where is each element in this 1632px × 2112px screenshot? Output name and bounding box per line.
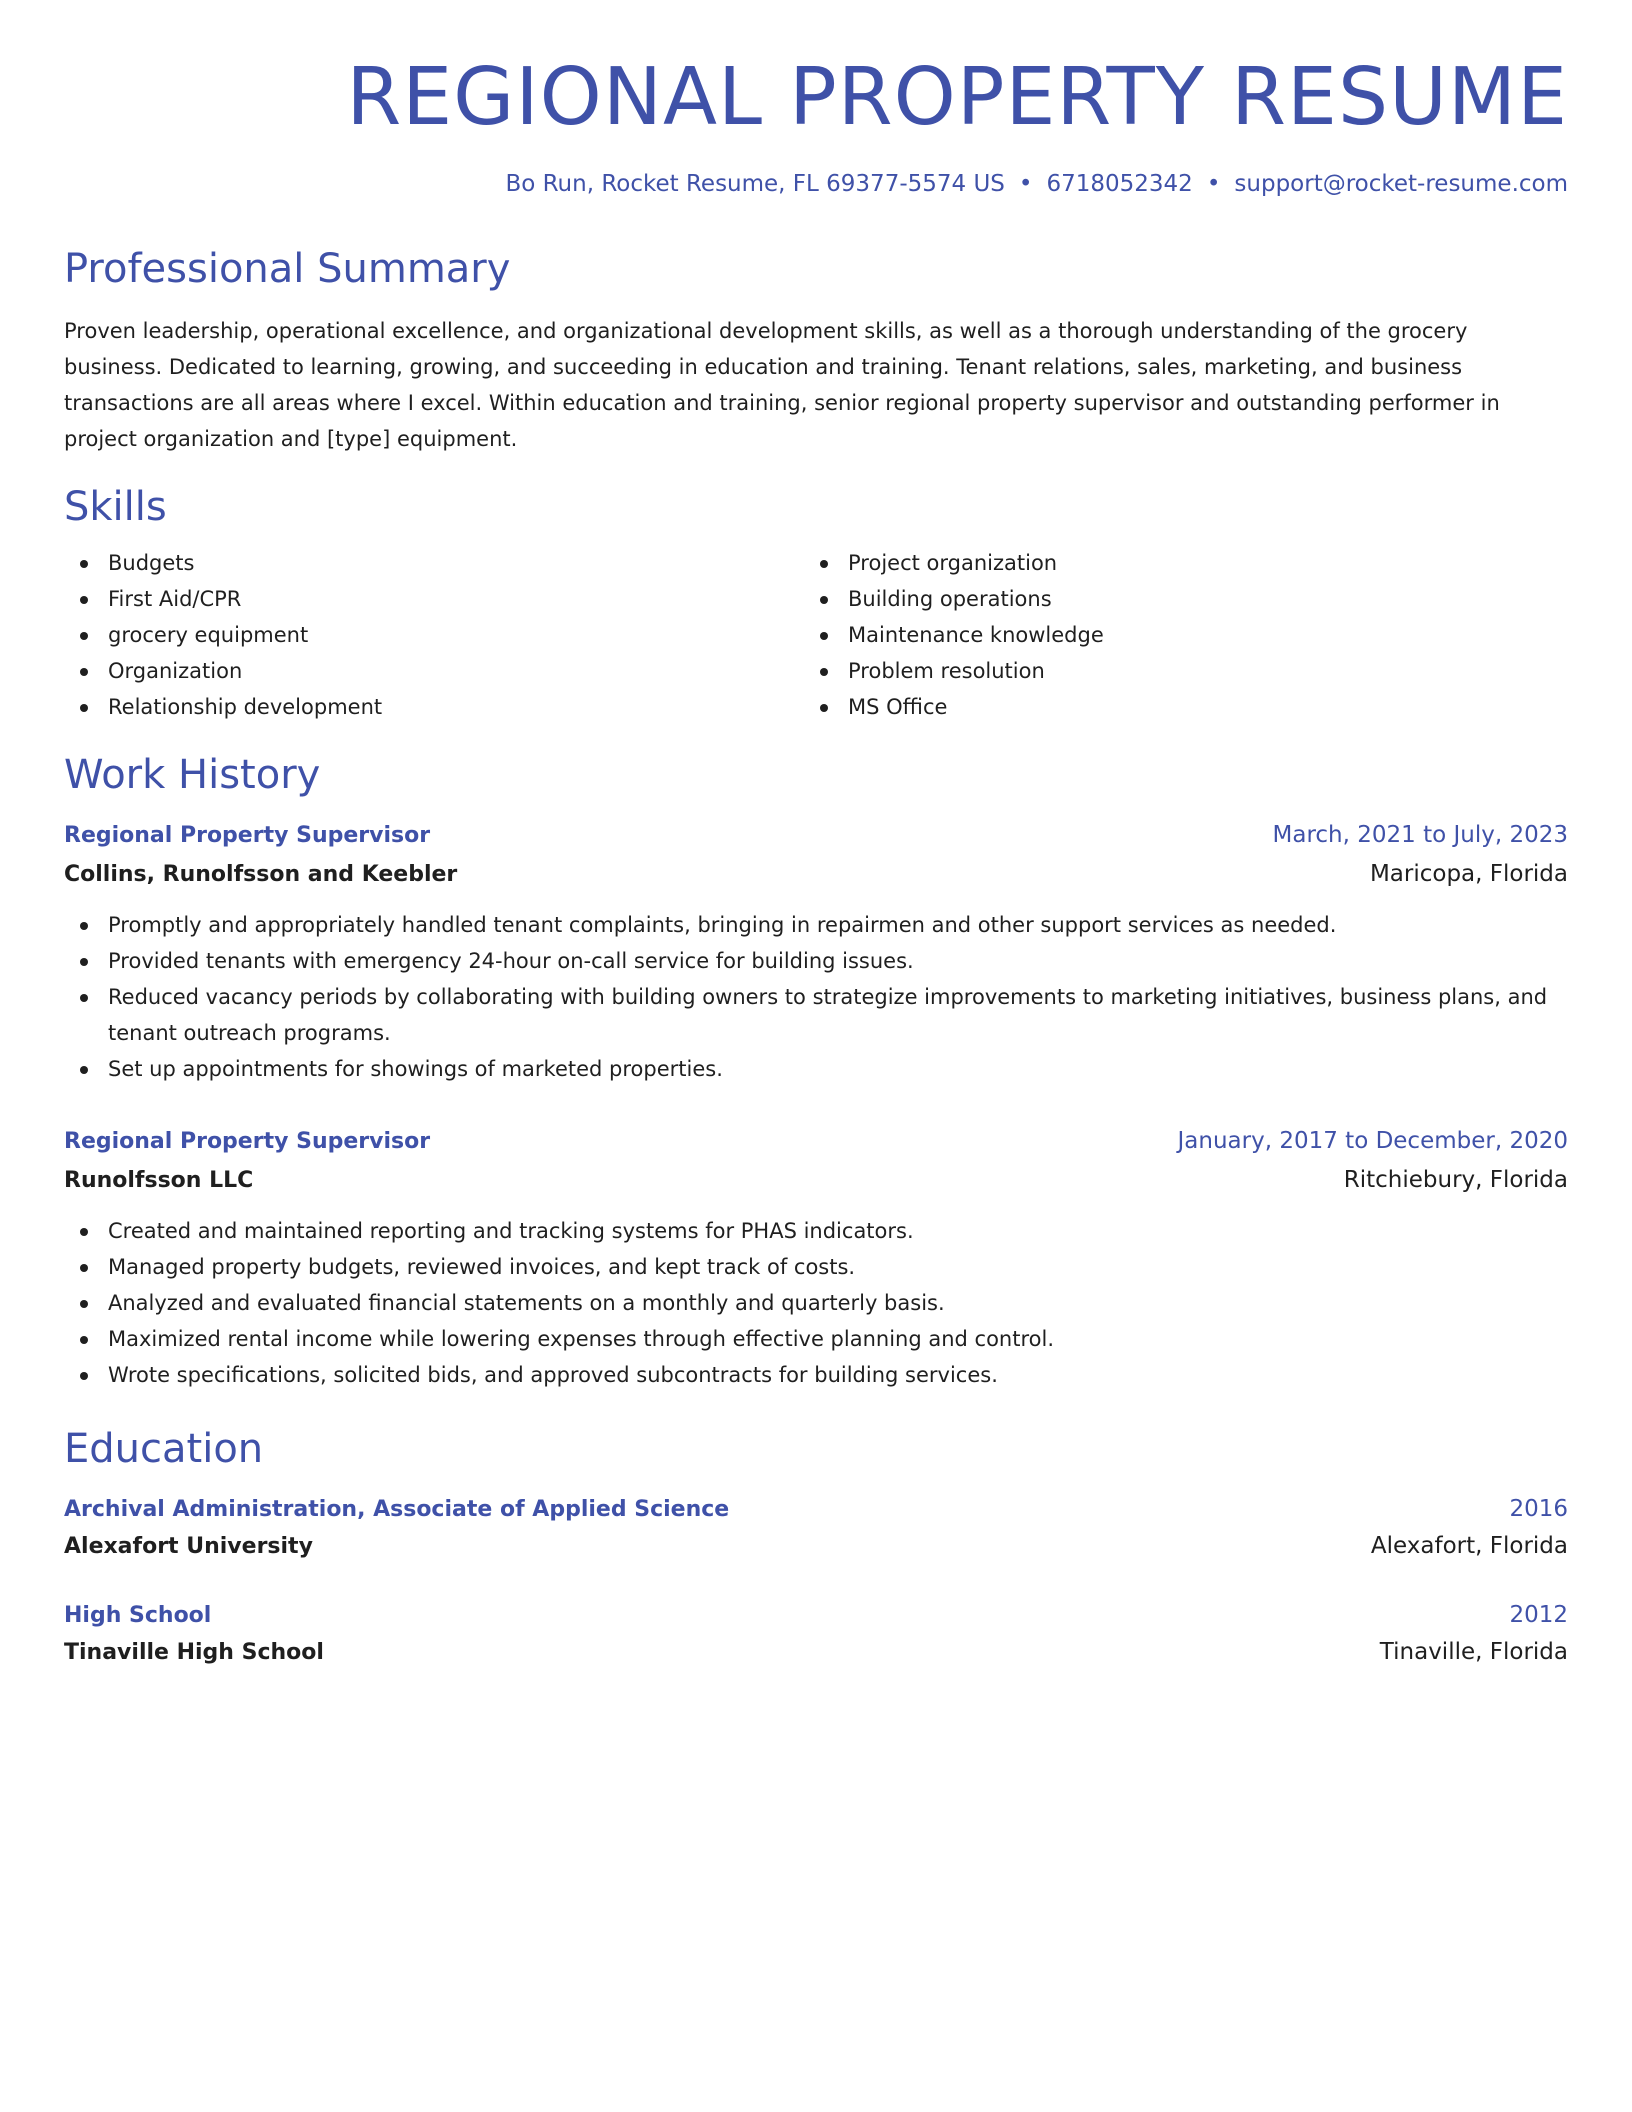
skills-column-right bbox=[804, 545, 1544, 725]
resume-title: REGIONAL PROPERTY RESUME bbox=[346, 51, 1568, 143]
contact-email: support@rocket-resume.com bbox=[1234, 170, 1568, 197]
job-title: Regional Property Supervisor bbox=[64, 822, 431, 848]
job-company: Collins, Runolfsson and Keebler bbox=[64, 861, 458, 887]
skill-item: Problem resolution bbox=[804, 653, 1544, 689]
work-history-section bbox=[64, 751, 1568, 1393]
job-bullets bbox=[64, 907, 1568, 1087]
skills-heading: Skills bbox=[64, 483, 167, 530]
summary-text: Proven leadership, operational excellence, and organizational development skills, as well as a thorough understanding of the grocery business. Dedicated to learning, growing, and succeeding in education and training. Tenant relations, sales, marketing, and business transactions are all areas where I excel. Within education and training, senior regional property supervisor and outstanding performer in project organization and [type] equipment. bbox=[64, 318, 1500, 451]
job-entry bbox=[64, 1123, 1568, 1393]
education-degree: Archival Administration, Associate of Applied Science bbox=[64, 1496, 730, 1522]
skill-item: Project organization bbox=[804, 545, 1544, 581]
job-dates: January, 2017 to December, 2020 bbox=[1177, 1127, 1568, 1154]
skill-item: Budgets bbox=[64, 545, 804, 581]
skill-item: MS Office bbox=[804, 689, 1544, 725]
job-bullet: Set up appointments for showings of marketed properties. bbox=[64, 1051, 1568, 1087]
job-entry bbox=[64, 817, 1568, 1087]
skill-item: Maintenance knowledge bbox=[804, 617, 1544, 653]
job-location: Ritchiebury, Florida bbox=[1343, 1166, 1568, 1193]
skill-item: Building operations bbox=[804, 581, 1544, 617]
job-company: Runolfsson LLC bbox=[64, 1167, 254, 1193]
education-year: 2016 bbox=[1509, 1495, 1568, 1522]
summary-section bbox=[64, 245, 1568, 457]
contact-phone: 6718052342 bbox=[1046, 170, 1193, 197]
job-bullet: Managed property budgets, reviewed invoices, and kept track of costs. bbox=[64, 1249, 1568, 1285]
education-school: Tinaville High School bbox=[64, 1639, 324, 1665]
job-dates: March, 2021 to July, 2023 bbox=[1272, 821, 1568, 848]
job-title-row bbox=[64, 1123, 1568, 1160]
job-location: Maricopa, Florida bbox=[1369, 860, 1568, 887]
education-school: Alexafort University bbox=[64, 1533, 313, 1559]
job-bullet: Provided tenants with emergency 24-hour on-call service for building issues. bbox=[64, 943, 1568, 979]
education-school-row bbox=[64, 1634, 1568, 1671]
resume-header bbox=[64, 51, 1568, 199]
job-title: Regional Property Supervisor bbox=[64, 1128, 431, 1154]
job-bullets bbox=[64, 1213, 1568, 1393]
job-company-row bbox=[64, 1160, 1568, 1201]
skill-item: Relationship development bbox=[64, 689, 804, 725]
job-bullet: Created and maintained reporting and tracking systems for PHAS indicators. bbox=[64, 1213, 1568, 1249]
education-section bbox=[64, 1425, 1568, 1671]
education-degree: High School bbox=[64, 1602, 212, 1628]
contact-address: Bo Run, Rocket Resume, FL 69377-5574 US bbox=[505, 170, 1005, 197]
job-bullet: Maximized rental income while lowering expenses through effective planning and control. bbox=[64, 1321, 1568, 1357]
contact-line bbox=[64, 171, 1568, 199]
skill-item: First Aid/CPR bbox=[64, 581, 804, 617]
job-company-row bbox=[64, 854, 1568, 895]
work-history-heading: Work History bbox=[64, 751, 321, 798]
contact-separator: • bbox=[1018, 170, 1033, 197]
job-bullet: Analyzed and evaluated financial statements on a monthly and quarterly basis. bbox=[64, 1285, 1568, 1321]
education-entry bbox=[64, 1491, 1568, 1565]
education-degree-row bbox=[64, 1597, 1568, 1634]
job-bullet: Reduced vacancy periods by collaborating with building owners to strategize improvements to marketing initiatives, business plans, and tenant outreach programs. bbox=[64, 979, 1568, 1051]
skills-list bbox=[64, 545, 1568, 725]
job-title-row bbox=[64, 817, 1568, 854]
summary-heading: Professional Summary bbox=[64, 245, 511, 292]
job-bullet: Promptly and appropriately handled tenant complaints, bringing in repairmen and other support services as needed. bbox=[64, 907, 1568, 943]
education-year: 2012 bbox=[1509, 1601, 1568, 1628]
education-school-row bbox=[64, 1528, 1568, 1565]
education-heading: Education bbox=[64, 1425, 264, 1472]
education-location: Tinaville, Florida bbox=[1379, 1638, 1568, 1665]
skills-column-left bbox=[64, 545, 804, 725]
skills-section bbox=[64, 483, 1568, 725]
skill-item: Organization bbox=[64, 653, 804, 689]
education-entry bbox=[64, 1597, 1568, 1671]
job-bullet: Wrote specifications, solicited bids, and approved subcontracts for building services. bbox=[64, 1357, 1568, 1393]
education-location: Alexafort, Florida bbox=[1370, 1532, 1568, 1559]
contact-separator: • bbox=[1206, 170, 1221, 197]
skill-item: grocery equipment bbox=[64, 617, 804, 653]
education-degree-row bbox=[64, 1491, 1568, 1528]
